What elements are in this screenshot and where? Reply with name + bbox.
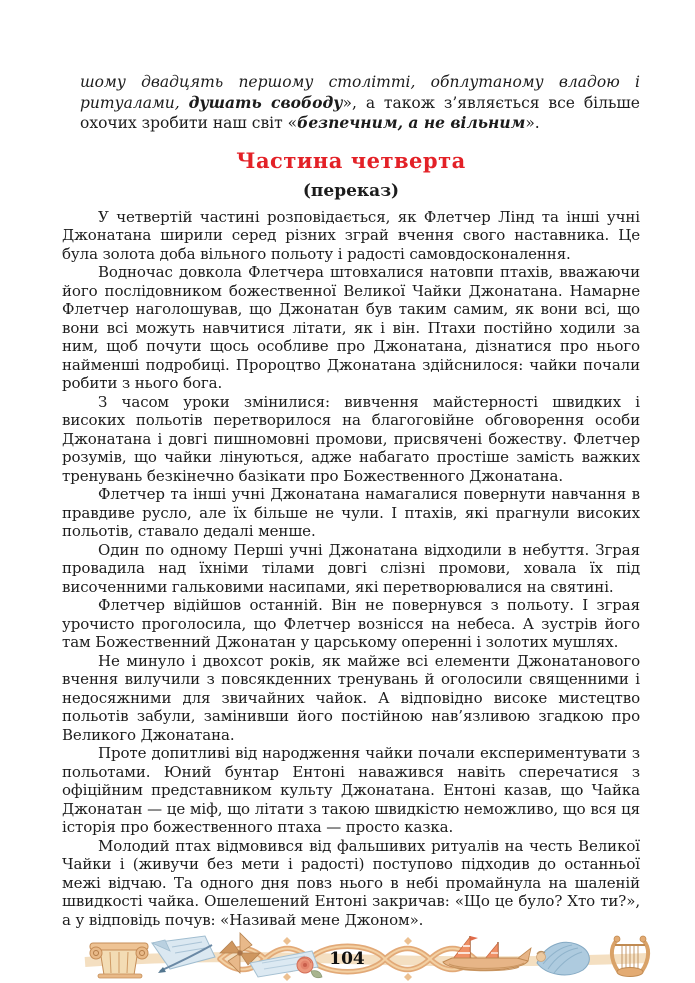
intro-quote-segment: шому двадцять першому столітті, обплутаному владою і ритуалами, <box>80 73 640 112</box>
chapter-subtitle: (переказ) <box>302 180 400 201</box>
intro-quote <box>80 72 640 134</box>
footer-ornament-art <box>0 931 695 983</box>
footer-ornament <box>0 931 695 983</box>
paragraph: Не минуло і двохсот років, як майже всі елементи Джонатанового вчення вилучили з повсякденних тренувань й оголосили священними і недосяжними для звичайних чайок. А відповідно високе мистецтво польотів забули, замінивши його постійною нав’язливою згадкою про Великого Джонатана. <box>62 651 640 744</box>
diamond-icon <box>404 937 412 945</box>
chapter-title: Частина четверта <box>236 147 466 173</box>
paragraph: Флетчер та інші учні Джонатана намагалися повернути навчання в правдиве русло, але їх більше не чули. І птахів, які прагнули високих польотів, ставало дедалі менше. <box>62 485 640 540</box>
body-paragraphs <box>62 208 640 930</box>
scroll-quill-icon <box>152 936 215 973</box>
intro-quote-segment: ». <box>525 114 540 132</box>
page-number: 104 <box>329 949 365 969</box>
paragraph: З часом уроки змінилися: вивчення майстерності швидких і високих польотів перетворилося на благоговійне обговорення особи Джонатана і довгі пишномовні промови, присвячені божеству. Флетчер розумів, що чайки лінуються, адже набагато простіше замість важких тренувань безкінечно базікати про Божественного Джонатана. <box>62 392 640 485</box>
intro-quote-segment: », а також з’являється все більше охочих зробити наш світ « <box>80 93 640 132</box>
paragraph: Водночас довкола Флетчера штовхалися натовпи птахів, вважаючи його послідовником божественної Великої Чайки Джонатана. Намарне Флетчер наголошував, що Джонатан був таким самим, як вони всі, що вони всі можуть навчитися літати, як і він. Птахи постійно ходили за ним, щоб почути щось особливе про Джонатана, дізнатися про нього найменші подробиці. Пророцтво Джонатана здійснилося: чайки почали робити з нього бога. <box>62 263 640 392</box>
paragraph: Проте допитливі від народження чайки почали експериментувати з польотами. Юний бунтар Ентоні наважився навіть сперечатися з офіційним представником культу Джонатана. Ентоні казав, що Чайка Джонатан — це міф, що літати з такою швидкістю неможливо, що вся ця історія про божественного птаха — просто казка. <box>62 744 640 836</box>
diamond-icon <box>404 973 412 981</box>
ship-icon <box>443 936 531 971</box>
muse-icon <box>537 942 590 975</box>
diamond-icon <box>283 973 291 981</box>
intro-quote-segment: безпечним, а не вільним <box>297 113 526 132</box>
paragraph: Молодий птах відмовився від фальшивих ритуалів на честь Великої Чайки і (живучи без мети і радості) поступово підходив до останньої межі відчаю. Та одного дня повз нього в небі промайнула на шаленій швидкості чайка. Ошелешений Ентоні закричав: «Що це було? Хто ти?», а у відповідь почув: «Називай мене Джоном». <box>62 836 640 929</box>
diamond-icon <box>283 937 291 945</box>
paragraph: Флетчер відійшов останній. Він не повернувся з польоту. І зграя урочисто проголосила, що Флетчер вознісся на небеса. А зустрів його там Божественний Джонатан у царському оперенні і золотих мушлях. <box>62 596 640 651</box>
intro-quote-segment: душать свободу <box>188 92 343 112</box>
paragraph: У четвертій частині розповідається, як Флетчер Лінд та інші учні Джонатана ширили серед різних зграй вчення свого наставника. Це була золота доба вільного польоту і радості самовдосконалення. <box>62 207 640 263</box>
paragraph: Один по одному Перші учні Джонатана відходили в небуття. Зграя провадила над їхніми тілами довгі слізні промови, ховала їх під височенними гальковими насипами, які перетворювалися на святині. <box>62 540 640 596</box>
